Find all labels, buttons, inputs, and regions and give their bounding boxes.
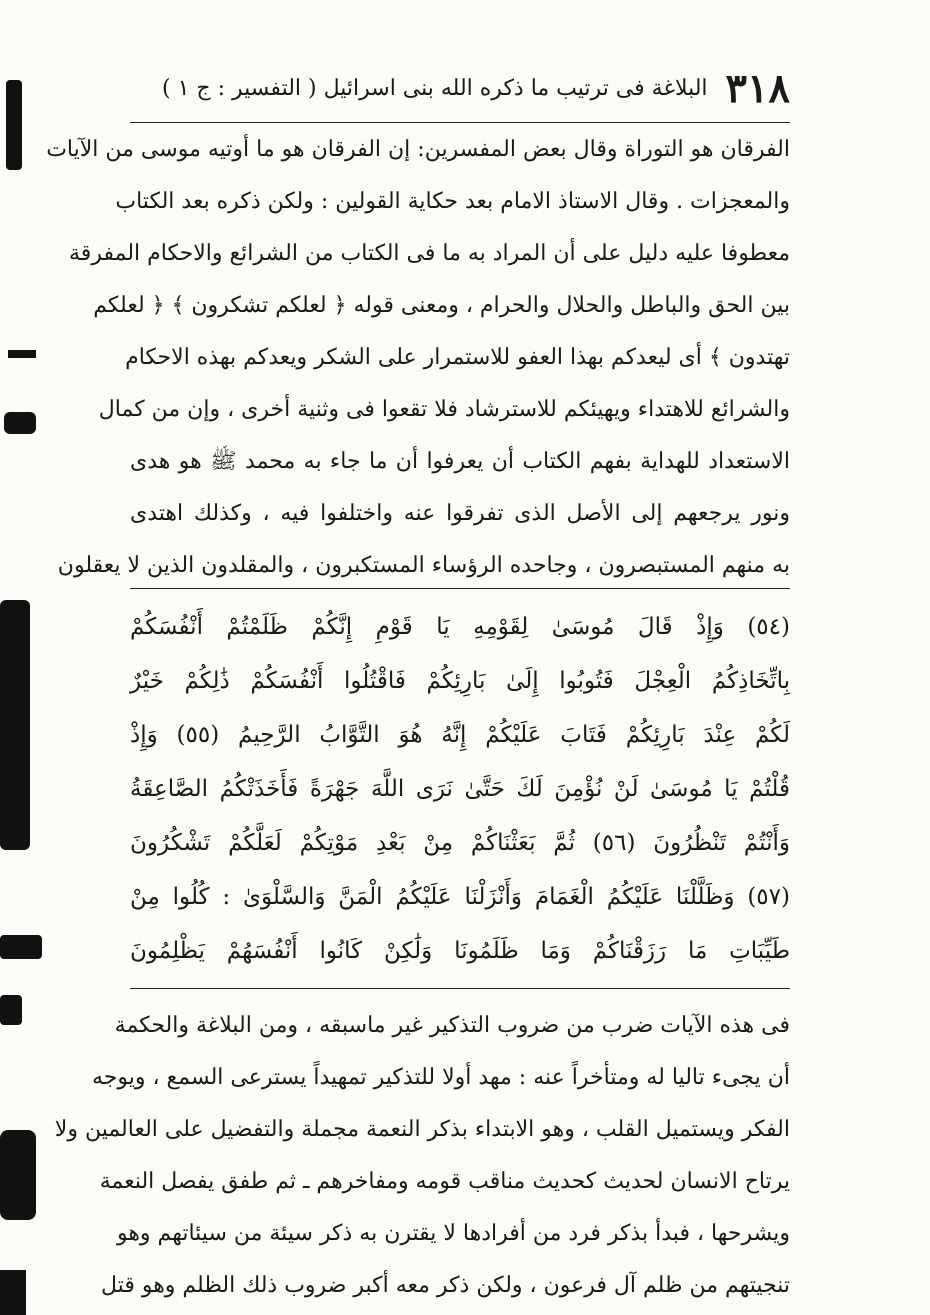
verse-line: لَكُمْ عِنْدَ بَارِئِكُمْ فَتَابَ عَلَيْكُمْ إِنَّهُ هُوَ التَّوَّابُ الرَّحِيمُ (٥٥) وَإِذْ [130,722,790,748]
text-line: فى هذه الآيات ضرب من ضروب التذكير غير ماسبقه ، ومن البلاغة والحكمة [114,1013,790,1038]
scan-blot [0,1270,26,1315]
commentary-top [46,124,790,592]
scan-blot [0,1130,36,1220]
text-line: بين الحق والباطل والحلال والحرام ، ومعنى قوله ﴿ لعلكم تشكرون ﴾ ﴿ لعلكم [93,293,790,318]
text-line: معطوفا عليه دليل على أن المراد به ما فى الكتاب من الشرائع والاحكام المفرقة [69,241,790,266]
section-rule-bottom [130,988,790,989]
text-line: تهتدون ﴾ أى ليعدكم بهذا العفو للاستمرار على الشكر ويعدكم بهذه الاحكام [125,345,790,370]
quran-verses [130,600,790,978]
text-line: ونور يرجعهم إلى الأصل الذى تفرقوا عنه واختلفوا فيه ، وكذلك اهتدى [130,501,790,526]
text-line: تنجيتهم من ظلم آل فرعون ، ولكن ذكر معه أكبر ضروب ذلك الظلم وهو قتل [101,1273,790,1298]
text-line: يرتاح الانسان لحديث كحديث مناقب قومه ومفاخرهم ـ ثم طفق يفصل النعمة [99,1169,790,1194]
header-title: البلاغة فى ترتيب ما ذكره الله بنى اسرائيل ( التفسير : ج ١ ) [162,75,708,101]
scan-blot [6,80,22,170]
section-rule-top [130,588,790,589]
scan-blot [0,995,22,1025]
text-line: الفكر ويستميل القلب ، وهو الابتداء بذكر النعمة مجملة والتفضيل على العالمين ولا [54,1117,790,1142]
scan-blot [4,412,36,434]
page-number: ٣١٨ [725,64,790,112]
text-line: والمعجزات . وقال الاستاذ الامام بعد حكاية القولين : ولكن ذكره بعد الكتاب [115,189,790,214]
verse-line: طَيِّبَاتِ مَا رَزَقْنَاكُمْ وَمَا ظَلَمُونَا وَلَٰكِنْ كَانُوا أَنْفُسَهُمْ يَظْلِمُونَ [130,938,790,964]
header-rule [130,122,790,123]
verse-line: وَأَنْتُمْ تَنْظُرُونَ (٥٦) ثُمَّ بَعَثْنَاكُمْ مِنْ بَعْدِ مَوْتِكُمْ لَعَلَّكُمْ تَشْكُرُونَ [130,830,791,856]
text-line: والشرائع للاهتداء ويهيئكم للاسترشاد فلا تقعوا فى وثنية أخرى ، وإن من كمال [98,397,790,422]
scan-blot [0,600,30,850]
running-header [130,58,790,118]
scan-blot [8,350,36,358]
verse-line: قُلْتُمْ يَا مُوسَىٰ لَنْ نُؤْمِنَ لَكَ حَتَّىٰ نَرَى اللَّهَ جَهْرَةً فَأَخَذَتْكُمُ الصَّاعِقَةُ [130,776,790,802]
text-line: الاستعداد للهداية بفهم الكتاب أن يعرفوا أن ما جاء به محمد ﷺ هو هدى [130,449,790,474]
scan-blot [0,935,42,959]
text-line: الفرقان هو التوراة وقال بعض المفسرين: إن الفرقان هو ما أوتيه موسى من الآيات [46,137,790,162]
verse-line: (٥٤) وَإِذْ قَالَ مُوسَىٰ لِقَوْمِهِ يَا قَوْمِ إِنَّكُمْ ظَلَمْتُمْ أَنْفُسَكُمْ [130,614,790,640]
text-line: أن يجىء تاليا له ومتأخراً عنه : مهد أولا للتذكير تمهيداً يسترعى السمع ، ويوجه [91,1065,790,1090]
verse-line: (٥٧) وَظَلَّلْنَا عَلَيْكُمُ الْغَمَامَ وَأَنْزَلْنَا عَلَيْكُمُ الْمَنَّ وَالسَّلْوَىٰ : كُلُوا مِنْ [130,884,790,910]
verse-line: بِاتِّخَاذِكُمُ الْعِجْلَ فَتُوبُوا إِلَىٰ بَارِئِكُمْ فَاقْتُلُوا أَنْفُسَكُمْ ذَٰلِكُمْ خَيْرٌ [130,668,790,694]
commentary-bottom [54,1000,790,1312]
text-line: به منهم المستبصرون ، وجاحده الرؤساء المستكبرون ، والمقلدون الذين لا يعقلون [57,553,790,578]
text-line: ويشرحها ، فبدأ بذكر فرد من أفرادها لا يقترن به ذكر سيئة من سيئاتهم وهو [116,1221,790,1246]
